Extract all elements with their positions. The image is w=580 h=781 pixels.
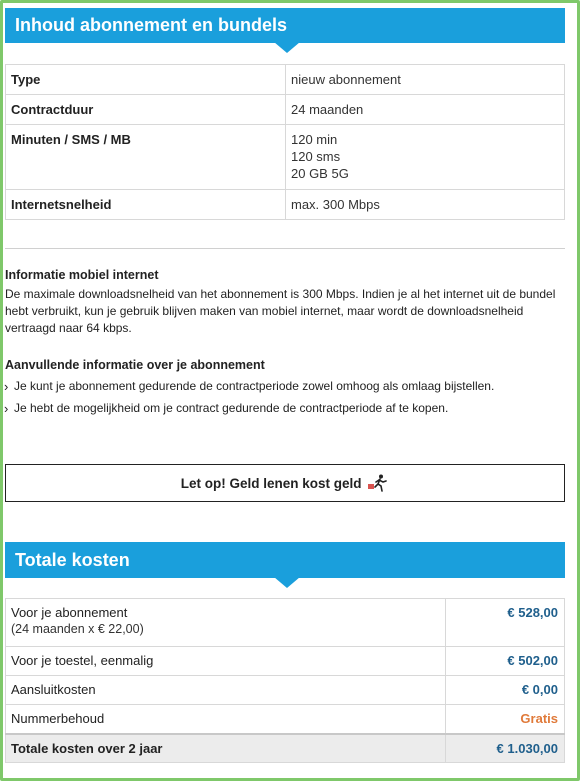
cost-sublabel: (24 maanden x € 22,00): [11, 622, 144, 636]
spec-label: Type: [6, 65, 286, 95]
info-text: De maximale downloadsnelheid van het abonnement is 300 Mbps. Indien je al het internet uit de bundel hebt verbruikt, kun je gebruik blijven maken van mobiel internet, maar wordt de downloadsnelheid vertraagd naar 64 kbps.: [5, 287, 556, 335]
table-row: [6, 190, 565, 220]
spec-table: [5, 64, 565, 220]
extra-info: [5, 357, 565, 422]
spec-value-line: 120 sms: [291, 149, 341, 164]
table-row: [6, 676, 565, 705]
loan-warning-box: [5, 464, 565, 502]
table-row: [6, 95, 565, 125]
cost-value-free: Gratis: [446, 705, 565, 734]
total-label: Totale kosten over 2 jaar: [6, 734, 446, 763]
cost-label: Nummerbehoud: [6, 705, 446, 734]
cost-label: [6, 599, 446, 647]
cost-label: Aansluitkosten: [6, 676, 446, 705]
info-heading: Aanvullende informatie over je abonnement: [5, 358, 265, 372]
cost-label: Voor je toestel, eenmalig: [6, 647, 446, 676]
costs-table: [5, 598, 565, 763]
cost-value: € 528,00: [446, 599, 565, 647]
spec-label: Minuten / SMS / MB: [6, 125, 286, 190]
spec-value: nieuw abonnement: [286, 65, 565, 95]
section-header-bundle: Inhoud abonnement en bundels: [5, 8, 565, 43]
total-value: € 1.030,00: [446, 734, 565, 763]
section-header-total-costs: Totale kosten: [5, 542, 565, 578]
list-item: › Je hebt de mogelijkheid om je contract gedurende de contractperiode af te kopen.: [5, 400, 565, 417]
spec-value-line: 120 min: [291, 132, 338, 147]
table-row: [6, 705, 565, 734]
table-row: [6, 599, 565, 647]
spec-label: Internetsnelheid: [6, 190, 286, 220]
spec-value-line: 20 GB 5G: [291, 166, 349, 181]
spec-value: [286, 125, 565, 190]
table-row: [6, 647, 565, 676]
cost-value: € 0,00: [446, 676, 565, 705]
info-list: [5, 378, 565, 417]
cost-label-text: Voor je abonnement: [11, 605, 128, 620]
table-row: [6, 65, 565, 95]
spec-value: max. 300 Mbps: [286, 190, 565, 220]
spec-value: 24 maanden: [286, 95, 565, 125]
cost-value: € 502,00: [446, 647, 565, 676]
running-man-icon: [367, 474, 389, 492]
info-heading: Informatie mobiel internet: [5, 268, 159, 282]
mobile-internet-info: [5, 267, 565, 337]
list-item: › Je kunt je abonnement gedurende de contractperiode zowel omhoog als omlaag bijstellen.: [5, 378, 565, 395]
divider: [5, 248, 565, 249]
spec-label: Contractduur: [6, 95, 286, 125]
total-row: [6, 734, 565, 763]
table-row: [6, 125, 565, 190]
warning-text: Let op! Geld lenen kost geld: [180, 476, 362, 491]
